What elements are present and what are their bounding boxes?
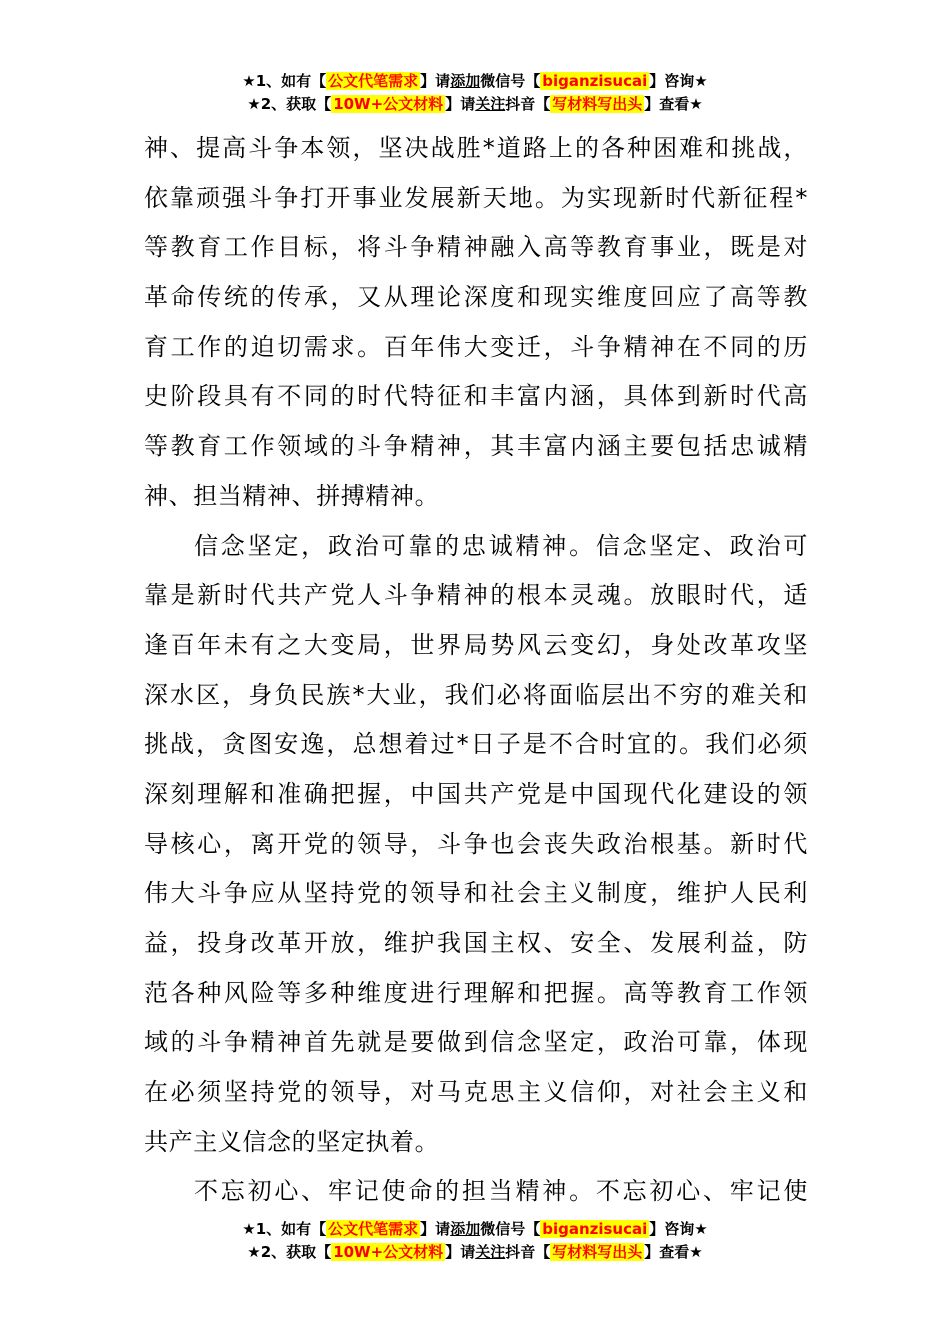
text-line: 范各种风险等多种维度进行理解和把握。高等教育工作领 xyxy=(144,978,808,1007)
text-line: 等教育工作领域的斗争精神，其丰富内涵主要包括忠诚精 xyxy=(144,432,808,461)
banner-text: 抖音【 xyxy=(505,95,551,113)
underlined-text: 添加 xyxy=(450,72,481,90)
text-line: 深水区，身负民族*大业，我们必将面临层出不穷的难关和 xyxy=(144,680,808,709)
banner-text: ★2、获取【 xyxy=(247,1243,332,1261)
banner-text: 】请 xyxy=(445,95,476,113)
wechat-id-highlight: biganzisucai xyxy=(542,1220,648,1238)
document-body xyxy=(144,124,808,1217)
underlined-text: 添加 xyxy=(450,1220,481,1238)
highlight-text: 公文代笔需求 xyxy=(328,72,419,90)
underlined-text: 关注 xyxy=(475,1243,506,1261)
banner-text: 微信号【 xyxy=(480,72,541,90)
text-line: 等教育工作目标，将斗争精神融入高等教育事业，既是对 xyxy=(144,233,808,262)
text-line: 育工作的迫切需求。百年伟大变迁，斗争精神在不同的历 xyxy=(144,332,808,361)
banner-line-2 xyxy=(0,93,950,116)
douyin-account-highlight: 写材料写出头 xyxy=(552,1243,643,1261)
text-line: 神、担当精神、拼搏精神。 xyxy=(144,481,440,510)
banner-text: ★1、如有【 xyxy=(242,72,327,90)
text-line: 共产主义信念的坚定执着。 xyxy=(144,1127,440,1156)
text-line: 史阶段具有不同的时代特征和丰富内涵，具体到新时代高 xyxy=(144,382,808,411)
banner-text: 】请 xyxy=(445,1243,476,1261)
banner-text: 】查看★ xyxy=(644,1243,703,1261)
text-line: 深刻理解和准确把握，中国共产党是中国现代化建设的领 xyxy=(144,779,808,808)
banner-text: ★2、获取【 xyxy=(247,95,332,113)
text-line: 域的斗争精神首先就是要做到信念坚定，政治可靠，体现 xyxy=(144,1028,808,1057)
highlight-text: 10W+公文材料 xyxy=(333,95,444,113)
text-line: 在必须坚持党的领导，对马克思主义信仰，对社会主义和 xyxy=(144,1078,808,1107)
text-line: 伟大斗争应从坚持党的领导和社会主义制度，维护人民利 xyxy=(144,879,808,908)
underlined-text: 关注 xyxy=(475,95,506,113)
banner-text: 微信号【 xyxy=(480,1220,541,1238)
banner-line-2 xyxy=(0,1241,950,1264)
text-line: 靠是新时代共产党人斗争精神的根本灵魂。放眼时代，适 xyxy=(144,581,808,610)
text-line: 导核心，离开党的领导，斗争也会丧失政治根基。新时代 xyxy=(144,829,808,858)
banner-text: ★1、如有【 xyxy=(242,1220,327,1238)
banner-text: 】咨询★ xyxy=(649,1220,708,1238)
paragraph-heading-line: 不忘初心、牢记使命的担当精神。不忘初心、牢记使 xyxy=(194,1177,808,1206)
wechat-id-highlight: biganzisucai xyxy=(542,72,648,90)
text-line: 逢百年未有之大变局，世界局势风云变幻，身处改革攻坚 xyxy=(144,630,808,659)
douyin-account-highlight: 写材料写出头 xyxy=(552,95,643,113)
banner-text: 抖音【 xyxy=(505,1243,551,1261)
highlight-text: 公文代笔需求 xyxy=(328,1220,419,1238)
text-line: 神、提高斗争本领，坚决战胜*道路上的各种困难和挑战， xyxy=(144,134,808,162)
header-banner xyxy=(0,70,950,116)
text-line: 依靠顽强斗争打开事业发展新天地。为实现新时代新征程* xyxy=(144,183,808,212)
banner-text: 】请 xyxy=(420,72,451,90)
text-line: 挑战，贪图安逸，总想着过*日子是不合时宜的。我们必须 xyxy=(144,730,808,759)
highlight-text: 10W+公文材料 xyxy=(333,1243,444,1261)
banner-text: 】请 xyxy=(420,1220,451,1238)
footer-banner xyxy=(0,1218,950,1264)
paragraph-heading-line: 信念坚定，政治可靠的忠诚精神。信念坚定、政治可 xyxy=(194,531,808,560)
banner-line-1 xyxy=(0,70,950,93)
banner-text: 】咨询★ xyxy=(649,72,708,90)
text-line: 革命传统的传承，又从理论深度和现实维度回应了高等教 xyxy=(144,283,808,312)
banner-text: 】查看★ xyxy=(644,95,703,113)
text-line: 益，投身改革开放，维护我国主权、安全、发展利益，防 xyxy=(144,929,808,957)
banner-line-1 xyxy=(0,1218,950,1241)
